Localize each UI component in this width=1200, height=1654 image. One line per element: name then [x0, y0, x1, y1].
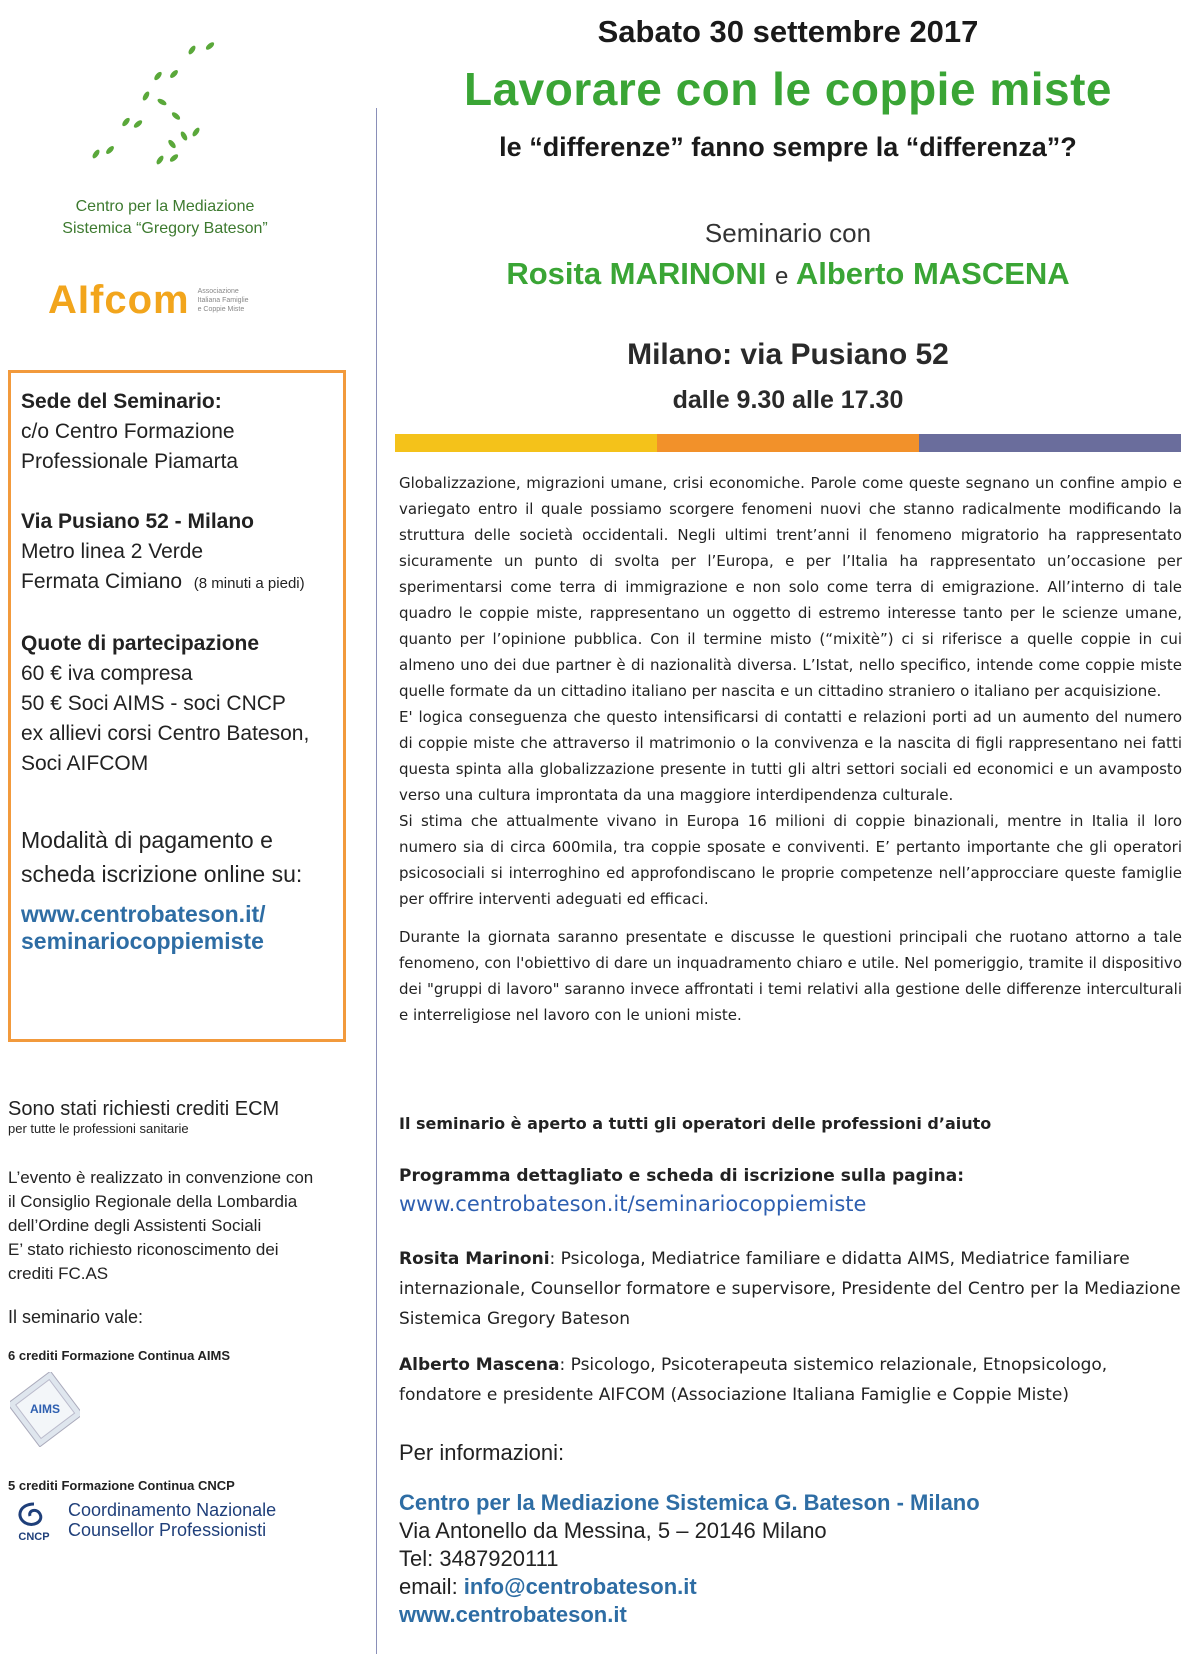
aifcom-tagline: Associazione Italiana Famiglie e Coppie Miste	[197, 288, 249, 313]
paragraph: Si stima che attualmente vivano in Europa 16 milioni di coppie binazionali, mentre in Italia il loro numero sia di circa 600mila, tra coppie sposate e conviventi. E’ pertanto importante che gli operatori psicosociali si interroghino ed approfondiscano le proprie competenze nell’approcciare queste famiglie per offrire interventi adeguati ed efficaci.	[399, 812, 1182, 908]
bateson-ants-logo	[80, 36, 230, 186]
venue-address: Via Pusiano 52 - Milano	[21, 510, 255, 533]
speaker-2: Alberto MASCENA	[795, 256, 1070, 291]
speaker-1: Rosita MARINONI	[506, 256, 767, 291]
program-label: Programma dettagliato e scheda di iscrizione sulla pagina:	[399, 1166, 965, 1186]
seminar-with-label: Seminario con	[704, 218, 872, 248]
email-link[interactable]: info@centrobateson.it	[463, 1574, 697, 1599]
column-divider	[376, 108, 377, 1654]
cncp-logo: CNCP Coordinamento Nazionale Counsellor Professionisti	[10, 1498, 276, 1542]
website-link[interactable]: www.centrobateson.it	[399, 1602, 627, 1627]
cncp-swirl-icon	[10, 1498, 58, 1542]
aims-credits: 6 crediti Formazione Continua AIMS	[8, 1348, 230, 1363]
paragraph: Globalizzazione, migrazioni umane, crisi economiche. Parole come queste segnano un confine ampio e variegato entro il quale possiamo scorgere fenomeni nuovi che stanno radicalmente modificando la struttura delle società occidentali. Negli ultimi trent’anni il fenomeno migratorio ha rappresentato sicuramente un punto di svolta per l’Europa, e per l’Italia ha rappresentato un’occasione per sperimentarsi come terra di immigrazione e non solo come terra di emigrazione. All’interno di tale quadro le coppie miste, rappresentano un oggetto di estremo interesse tanto per le scienze umane, quanto per l’opinione pubblica. Con il termine misto (“mixitè”) ci si riferisce a quelle coppie in cui almeno uno dei due partner è di nazionalità diversa. L’Istat, nello specifico, intende come coppie miste quelle formate da un cittadino italiano per nascita e un cittadino straniero o italiano per acquisizione.	[399, 474, 1182, 700]
info-email: email: info@centrobateson.it	[399, 1574, 697, 1599]
bio-mascena: Alberto Mascena: Psicologo, Psicoterapeuta sistemico relazionale, Etnopsicologo, fondatore e presidente AIFCOM (Associazione Italiana Famiglie e Coppie Miste)	[399, 1355, 1108, 1405]
aims-logo	[10, 1372, 80, 1447]
aifcom-wordmark: AIfcom	[48, 278, 190, 322]
bateson-center-name: Centro per la Mediazione Sistemica “Gregory Bateson”	[62, 198, 268, 237]
description-body	[399, 470, 1182, 1028]
svg-text:CNCP: CNCP	[18, 1531, 50, 1542]
divider-bar-orange	[657, 434, 919, 452]
info-phone: Tel: 3487920111	[399, 1546, 559, 1571]
speakers: Rosita MARINONI e Alberto MASCENA	[506, 256, 1070, 291]
ecm-credits-note: Sono stati richiesti crediti ECM per tutte le professioni sanitarie	[8, 1098, 280, 1136]
event-date: Sabato 30 settembre 2017	[597, 14, 979, 49]
divider-bar-yellow	[395, 434, 657, 452]
svg-text:AIMS: AIMS	[30, 1402, 60, 1416]
paragraph: Durante la giornata saranno presentate e discusse le questioni principali che ruotano attorno a tale fenomeno, con l'obiettivo di dare un inquadramento chiaro e utile. Nel pomeriggio, tramite il dispositivo dei "gruppi di lavoro" saranno invece affrontati i temi relativi alla gestione delle differenze interculturali e interreligiose nel lavoro con le unioni miste.	[399, 928, 1182, 1024]
registration-link[interactable]: www.centrobateson.it/ seminariocoppiemiste	[21, 901, 266, 954]
audience-note: Il seminario è aperto a tutti gli operatori delle professioni d’aiuto	[399, 1114, 992, 1133]
seminar-info-box: Sede del Seminario: c/o Centro Formazione Professionale Piamarta Via Pusiano 52 - Milano Metro linea 2 Verde Fermata Cimiano (8 minuti a piedi) Quote di partecipazione 60 € iva compresa 50 € Soci AIMS - soci CNCP ex allievi corsi Centro Bateson, Soci AIFCOM Modalità di pagamento e scheda iscrizione online su: www.centrobateson.it/ seminariocoppiemiste	[8, 370, 346, 1042]
aifcom-logo	[48, 278, 254, 323]
paragraph: E' logica conseguenza che questo intensificarsi di contatti e relazioni porti ad un aumento del numero di coppie miste che attraverso il matrimonio o la convivenza e la nascita di figli rappresentano nei fatti questa spinta alla globalizzazione presente in tutti gli altri settori sociali ed economici e un avamposto verso una cultura improntata da una maggiore interdipendenza culturale.	[399, 708, 1182, 804]
fees-heading: Quote di partecipazione	[21, 632, 260, 655]
info-heading: Per informazioni:	[399, 1440, 565, 1465]
venue-heading: Sede del Seminario:	[21, 390, 222, 413]
page-title: Lavorare con le coppie miste	[463, 63, 1112, 115]
info-center-name: Centro per la Mediazione Sistemica G. Bateson - Milano	[399, 1490, 980, 1515]
program-link[interactable]: www.centrobateson.it/seminariocoppiemiste	[399, 1192, 867, 1216]
convention-note: L’evento è realizzato in convenzione con il Consiglio Regionale della Lombardia dell’Ordine degli Assistenti Sociali E’ stato richiesto riconoscimento dei crediti FC.AS	[8, 1168, 314, 1283]
bio-marinoni: Rosita Marinoni: Psicologa, Mediatrice familiare e didatta AIMS, Mediatrice familiare internazionale, Counsellor formatore e supervisore, Presidente del Centro per la Mediazione Sistemica Gregory Bateson	[399, 1249, 1181, 1329]
cncp-credits: 5 crediti Formazione Continua CNCP	[8, 1478, 235, 1493]
info-address: Via Antonello da Messina, 5 – 20146 Milano	[399, 1518, 827, 1543]
event-place: Milano: via Pusiano 52	[627, 338, 949, 371]
seminar-value-label: Il seminario vale:	[8, 1307, 144, 1327]
divider-bar-purple	[919, 434, 1181, 452]
page-subtitle: le “differenze” fanno sempre la “differenza”?	[499, 132, 1077, 162]
event-hours: dalle 9.30 alle 17.30	[672, 386, 904, 414]
